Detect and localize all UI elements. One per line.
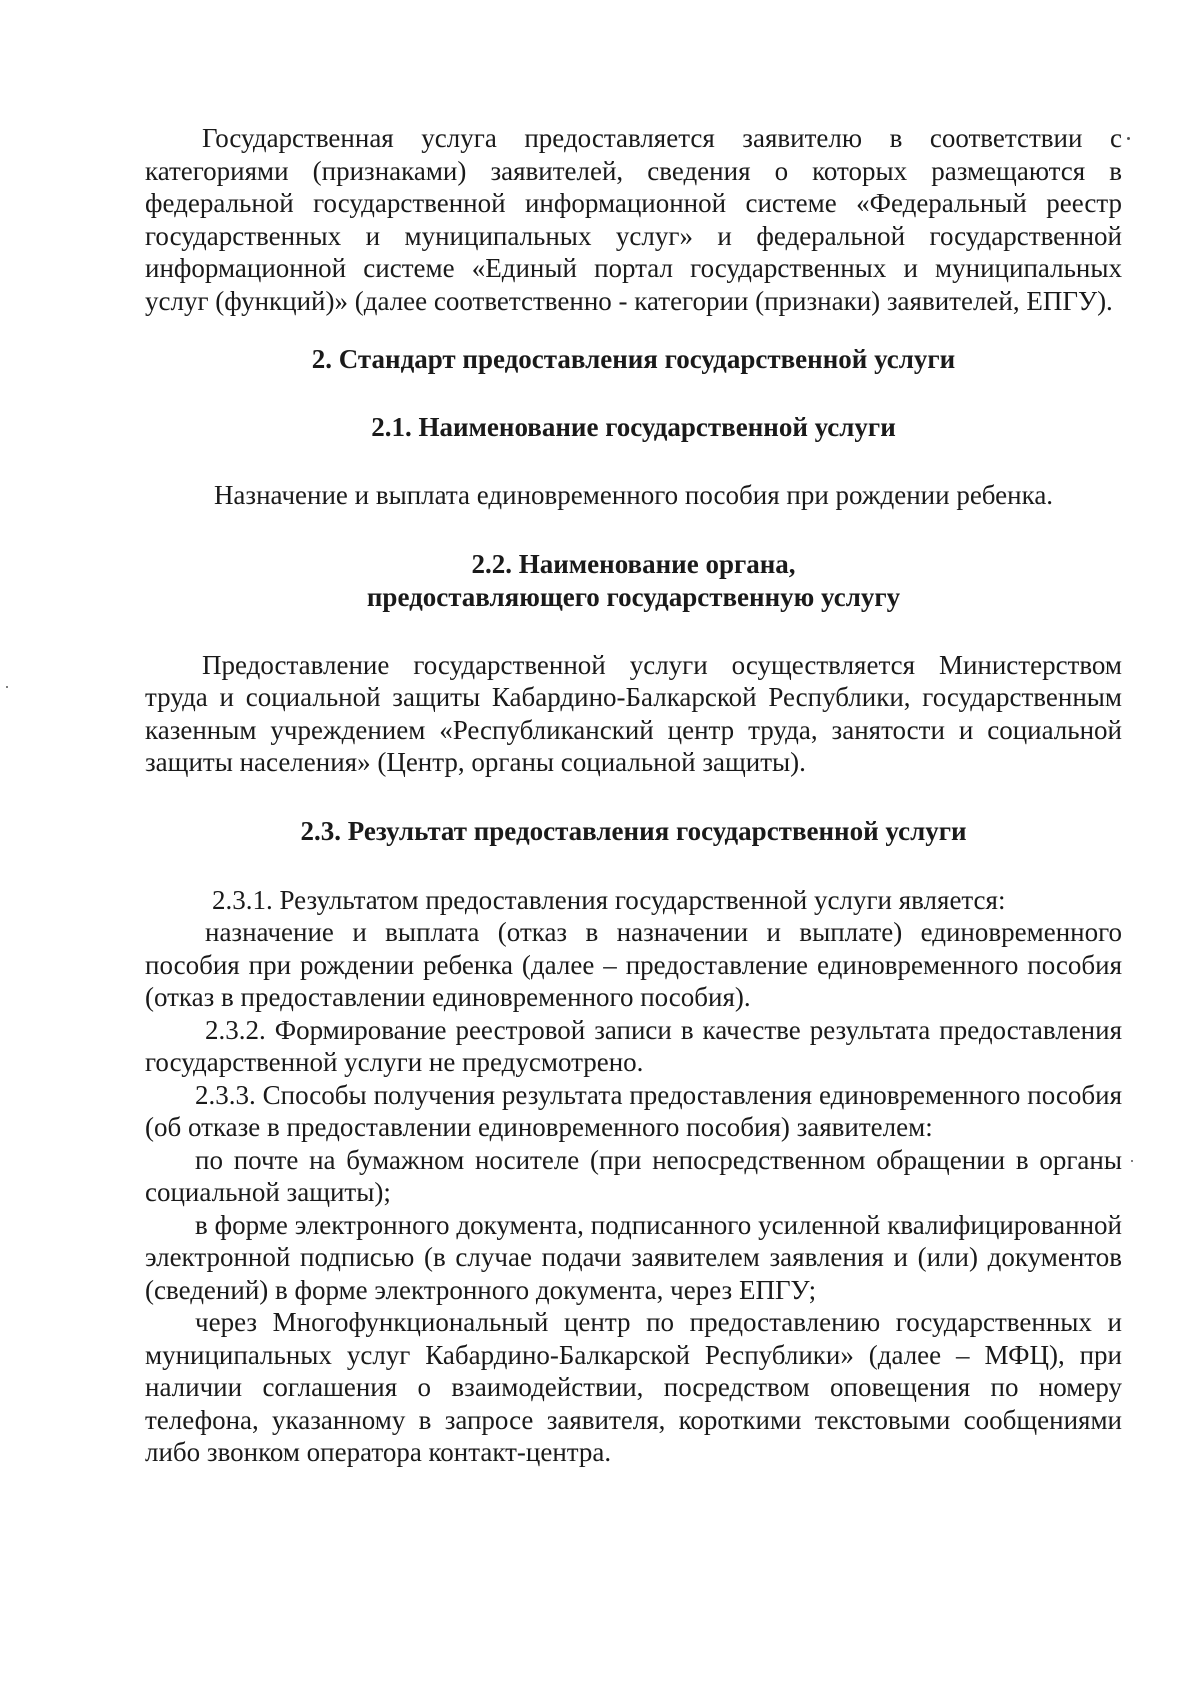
- paragraph-2-3-1: 2.3.1. Результатом предоставления государственной услуги является:: [212, 884, 1006, 915]
- section-2-2-heading: [145, 548, 1122, 614]
- scan-speck: [1127, 137, 1130, 140]
- section-2-1-heading: 2.1. Наименование государственной услуги: [371, 412, 896, 442]
- section-2-3-heading: 2.3. Результат предоставления государственной услуги: [300, 815, 967, 846]
- paragraph-2-3-3: 2.3.3. Способы получения результата предоставления единовременного пособия (об отказе в предоставлении единовременного пособия) заявителем:: [145, 1079, 1122, 1142]
- paragraph-2-3-2: 2.3.2. Формирование реестровой записи в качестве результата предоставления государственной услуги не предусмотрено.: [145, 1014, 1122, 1077]
- document-body: [145, 122, 1122, 1469]
- section-2-heading: 2. Стандарт предоставления государственной услуги: [311, 344, 956, 374]
- method-mail: по почте на бумажном носителе (при непосредственном обращении в органы социальной защиты);: [145, 1144, 1122, 1207]
- intro-paragraph: Государственная услуга предоставляется заявителю в соответствии с категориями (признаками) заявителей, сведения о которых размещаются в федеральной государственной информационной системе «Федеральный реестр государственных и муниципальных услуг» и федеральной государственной информационной системе «Единый портал государственных и муниципальных услуг (функций)» (далее соответственно - категории (признаки) заявителей, ЕПГУ).: [145, 123, 1122, 316]
- section-2-3-body: [145, 884, 1122, 1469]
- section-2-2-heading-line1: 2.2. Наименование органа,: [471, 548, 796, 579]
- section-2-2-heading-line2: предоставляющего государственную услугу: [366, 581, 901, 612]
- method-electronic: в форме электронного документа, подписанного усиленной квалифицированной электронной подписью (в случае подачи заявителем заявления и (или) документов (сведений) в форме электронного документа, через ЕПГУ;: [145, 1209, 1122, 1305]
- scan-speck: [6, 686, 8, 688]
- service-provider-paragraph: Предоставление государственной услуги осуществляется Министерством труда и социальной защиты Кабардино-Балкарской Республики, государственным казенным учреждением «Республиканский центр труда, занятости и социальной защиты населения» (Центр, органы социальной защиты).: [145, 649, 1122, 777]
- paragraph-2-3-1-detail: назначение и выплата (отказ в назначении и выплате) единовременного пособия при рождении ребенка (далее – предоставление единовременного пособия (отказ в предоставлении единовременного пособия).: [145, 917, 1122, 1012]
- scan-speck: [1131, 1160, 1133, 1162]
- service-name-text: Назначение и выплата единовременного пособия при рождении ребенка.: [213, 480, 1054, 510]
- method-mfc: через Многофункциональный центр по предоставлению государственных и муниципальных услуг Кабардино-Балкарской Республики» (далее – МФЦ), при наличии соглашения о взаимодействии, посредством оповещения по номеру телефона, указанному в запросе заявителя, короткими текстовыми сообщениями либо звонком оператора контакт-центра.: [145, 1307, 1122, 1467]
